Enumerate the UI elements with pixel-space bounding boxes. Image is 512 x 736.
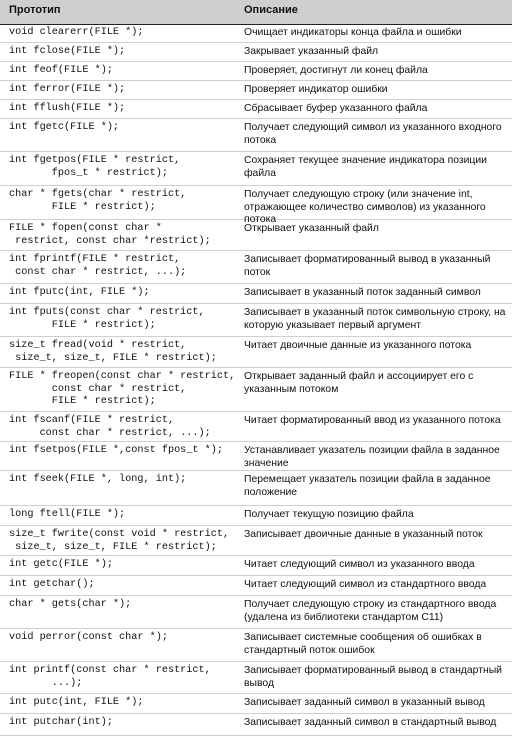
table-row: [0, 251, 512, 284]
description-cell: Открывает указанный файл: [244, 223, 379, 234]
table-row: [0, 471, 512, 506]
description-cell: Проверяет, достигнут ли конец файла: [244, 65, 428, 76]
prototype-cell: int fputs(const char * restrict, FILE * restrict);: [9, 307, 205, 331]
table-row: [0, 714, 512, 736]
prototype-cell: size_t fread(void * restrict, size_t, size_t, FILE * restrict);: [9, 340, 217, 364]
table-row: [0, 43, 512, 62]
prototype-cell: int feof(FILE *);: [9, 65, 113, 76]
description-cell: Читает следующий символ из стандартного ввода: [244, 579, 487, 590]
description-cell: Сохраняет текущее значение индикатора позиции файла: [244, 155, 487, 179]
table-row: [0, 506, 512, 526]
description-cell: Проверяет индикатор ошибки: [244, 84, 388, 95]
prototype-cell: int putc(int, FILE *);: [9, 697, 144, 708]
column-header-description: Описание: [244, 4, 298, 16]
table-row: [0, 442, 512, 471]
prototype-cell: int fsetpos(FILE *,const fpos_t *);: [9, 445, 223, 456]
table-row: [0, 526, 512, 556]
description-cell: Читает форматированный ввод из указанного потока: [244, 415, 501, 426]
table-row: [0, 694, 512, 714]
prototype-cell: size_t fwrite(const void * restrict, size_t, size_t, FILE * restrict);: [9, 529, 230, 553]
description-cell: Получает следующую строку (или значение int, отражающее количество символов) из указанного потока: [244, 189, 486, 225]
description-cell: Закрывает указанный файл: [244, 46, 379, 57]
prototype-cell: void clearerr(FILE *);: [9, 27, 144, 38]
prototype-cell: int putchar(int);: [9, 717, 113, 728]
table-row: [0, 220, 512, 251]
table-row: [0, 629, 512, 662]
prototype-cell: int ferror(FILE *);: [9, 84, 126, 95]
description-cell: Читает следующий символ из указанного ввода: [244, 559, 475, 570]
prototype-cell: void perror(const char *);: [9, 632, 168, 643]
prototype-cell: FILE * freopen(const char * restrict, const char * restrict, FILE * restrict);: [9, 371, 236, 407]
table-row: [0, 662, 512, 694]
description-cell: Получает текущую позицию файла: [244, 509, 414, 520]
table-row: [0, 100, 512, 119]
description-cell: Записывает форматированный вывод в стандартный вывод: [244, 665, 502, 689]
table-row: [0, 24, 512, 43]
prototype-cell: int fprintf(FILE * restrict, const char * restrict, ...);: [9, 254, 187, 278]
table-row: [0, 62, 512, 81]
description-cell: Записывает в указанный поток символьную строку, на которую указывает первый аргумент: [244, 307, 506, 331]
description-cell: Записывает заданный символ в стандартный вывод: [244, 717, 497, 728]
prototype-cell: int fgetc(FILE *);: [9, 122, 120, 133]
description-cell: Записывает заданный символ в указанный вывод: [244, 697, 485, 708]
table-row: [0, 596, 512, 629]
prototype-cell: long ftell(FILE *);: [9, 509, 126, 520]
prototype-cell: int fgetpos(FILE * restrict, fpos_t * restrict);: [9, 155, 181, 179]
table-row: [0, 304, 512, 337]
description-cell: Получает следующий символ из указанного входного потока: [244, 122, 502, 146]
prototype-cell: int printf(const char * restrict, ...);: [9, 665, 211, 689]
prototype-cell: int fflush(FILE *);: [9, 103, 126, 114]
table-row: [0, 412, 512, 442]
prototype-cell: FILE * fopen(const char * restrict, const char *restrict);: [9, 223, 211, 247]
description-cell: Получает следующую строку из стандартного ввода (удалена из библиотеки стандартом C11): [244, 599, 497, 623]
description-cell: Записывает в указанный поток заданный символ: [244, 287, 481, 298]
description-cell: Записывает системные сообщения об ошибках в стандартный поток ошибок: [244, 632, 482, 656]
description-cell: Записывает форматированный вывод в указанный поток: [244, 254, 491, 278]
description-cell: Устанавливает указатель позиции файла в заданное значение: [244, 445, 500, 469]
table-row: [0, 81, 512, 100]
table-row: [0, 576, 512, 596]
table-row: [0, 119, 512, 152]
table-header: [0, 0, 512, 25]
prototype-cell: int fclose(FILE *);: [9, 46, 126, 57]
prototype-cell: int fputc(int, FILE *);: [9, 287, 150, 298]
prototype-cell: char * fgets(char * restrict, FILE * restrict);: [9, 189, 187, 213]
description-cell: Открывает заданный файл и ассоциирует его с указанным потоком: [244, 371, 474, 395]
description-cell: Записывает двоичные данные в указанный поток: [244, 529, 483, 540]
description-cell: Очищает индикаторы конца файла и ошибки: [244, 27, 462, 38]
table-row: [0, 284, 512, 304]
description-cell: Перемещает указатель позиции файла в заданное положение: [244, 474, 491, 498]
table-row: [0, 368, 512, 412]
description-cell: Сбрасывает буфер указанного файла: [244, 103, 428, 114]
table-row: [0, 337, 512, 368]
column-header-prototype: Прототип: [9, 4, 61, 16]
prototype-cell: char * gets(char *);: [9, 599, 132, 610]
table-row: [0, 186, 512, 225]
table-row: [0, 152, 512, 186]
prototype-cell: int fscanf(FILE * restrict, const char * restrict, ...);: [9, 415, 211, 439]
prototype-cell: int fseek(FILE *, long, int);: [9, 474, 187, 485]
prototype-cell: int getc(FILE *);: [9, 559, 113, 570]
description-cell: Читает двоичные данные из указанного потока: [244, 340, 472, 351]
prototype-cell: int getchar();: [9, 579, 95, 590]
table-row: [0, 556, 512, 576]
